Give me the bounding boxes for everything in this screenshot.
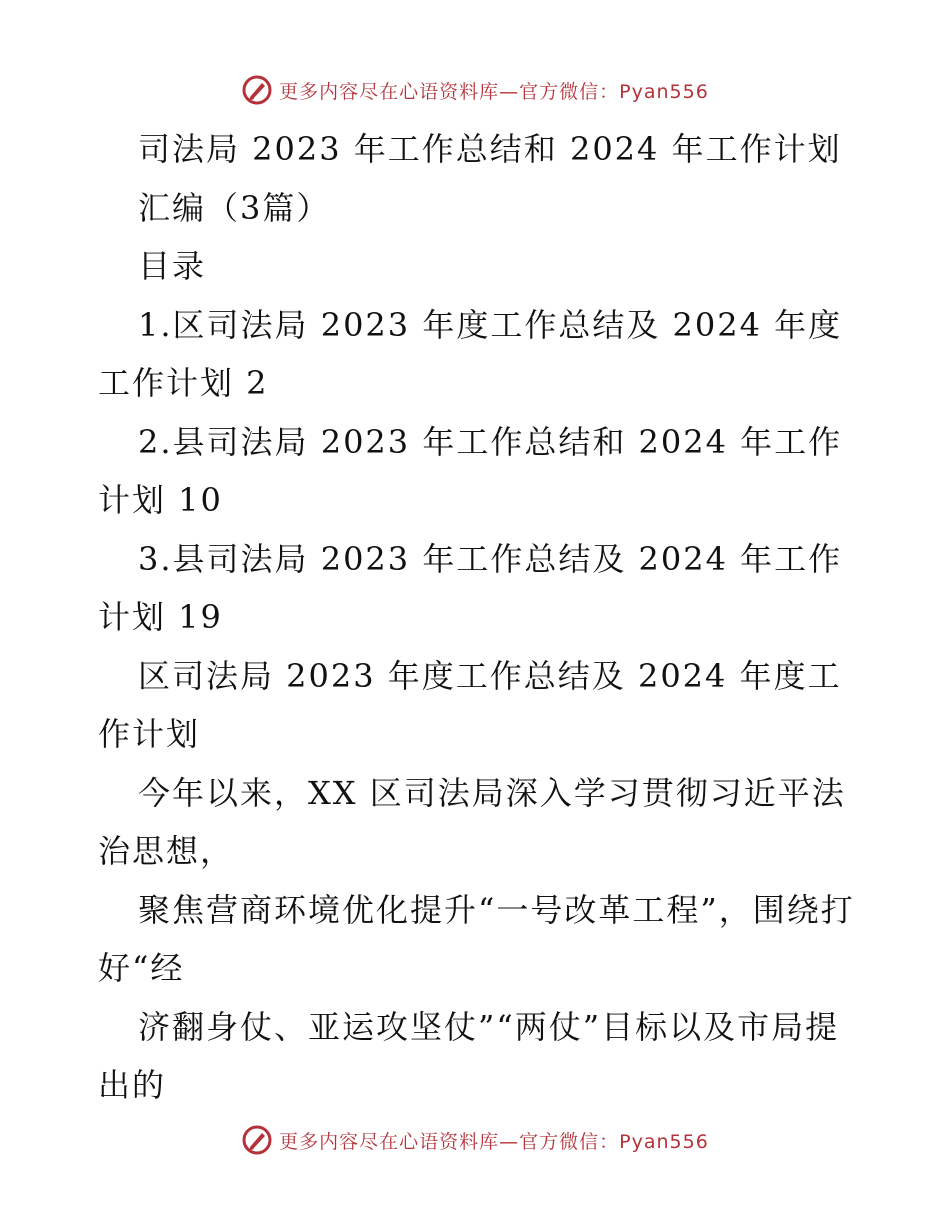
pen-logo-icon	[241, 74, 273, 106]
pen-logo-icon	[241, 1124, 273, 1156]
toc-item-3: 3.县司法局 2023 年工作总结及 2024 年工作计划 19	[98, 539, 843, 636]
body-paragraph-3: 济翻身仗、亚运攻坚仗”“两仗”目标以及市局提出的	[98, 1007, 840, 1104]
watermark-banner-top	[0, 74, 950, 106]
toc-heading: 目录	[138, 247, 207, 285]
doc-title-subline: 汇编（3篇）	[138, 188, 331, 227]
body-paragraph-1: 今年以来，XX 区司法局深入学习贯彻习近平法治思想，	[98, 773, 846, 870]
doc-title-line: 司法局 2023 年工作总结和 2024 年工作计划	[138, 130, 842, 168]
section-heading: 区司法局 2023 年度工作总结及 2024 年度工作计划	[98, 656, 842, 753]
watermark-text: 更多内容尽在心语资料库—官方微信：Pyan556	[279, 80, 709, 103]
body-paragraph-2: 聚焦营商环境优化提升“一号改革工程”，围绕打好“经	[98, 890, 855, 987]
toc-item-2: 2.县司法局 2023 年工作总结和 2024 年工作计划 10	[98, 422, 843, 519]
watermark-banner-bottom	[0, 1124, 950, 1156]
toc-item-1: 1.区司法局 2023 年度工作总结及 2024 年度工作计划 2	[98, 305, 843, 402]
watermark-text: 更多内容尽在心语资料库—官方微信：Pyan556	[279, 1130, 709, 1153]
document-body	[98, 120, 858, 1115]
